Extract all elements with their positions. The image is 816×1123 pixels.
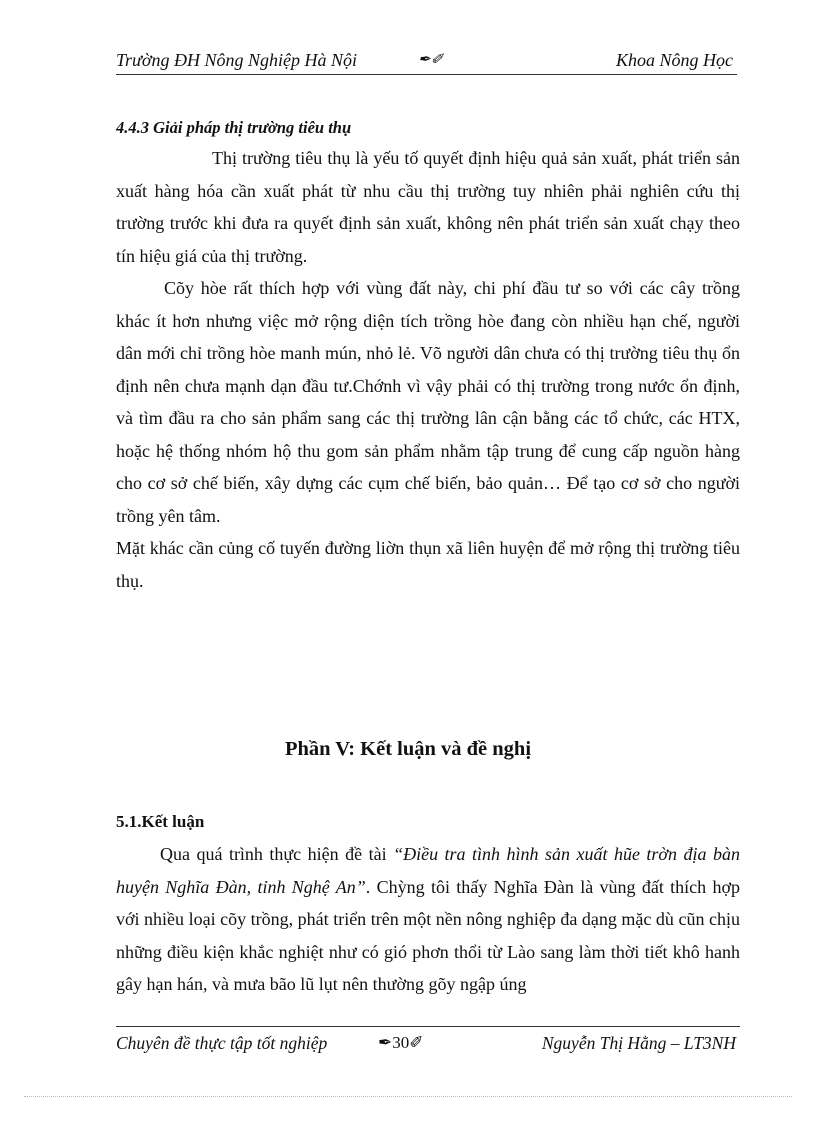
- paragraph-hoe-tree: Cõy hòe rất thích hợp với vùng đất này, chi phí đầu tư so với các cây trồng khác ít hơn nhưng việc mở rộng diện tích trồng hòe đang còn nhiều hạn chế, người dân mới chỉ trồng hòe manh mún, nhỏ lẻ. Võ người dân chưa có thị trường tiêu thụ ổn định nên chưa mạnh dạn đầu tư.Chớnh vì vậy phải có thị trường trong nước ổn định, và tìm đầu ra cho sản phẩm sang các thị trường lân cận bằng các tổ chức, các HTX, hoặc hệ thống nhóm hộ thu gom sản phẩm nhằm tập trung để cung cấp nguồn hàng cho cơ sở chế biến, xây dựng các cụm chế biến, bảo quản… Để tạo cơ sở cho người trồng yên tâm.: [116, 278, 740, 526]
- paragraph-conclusion: [116, 838, 740, 1001]
- page-number: ✒30✐: [378, 1033, 424, 1052]
- page-header: [116, 48, 737, 75]
- paragraph-market: Thị trường tiêu thụ là yếu tố quyết định hiệu quả sản xuất, phát triển sản xuất hàng hóa cần xuất phát từ nhu cầu thị trường tuy nhiên phải nghiên cứu thị trường trước khi đưa ra quyết định sản xuất, không nên phát triển sản xuất chạy theo tín hiệu giá của thị trường.: [116, 148, 740, 266]
- paragraph-roads: Mặt khác cần củng cố tuyến đường liờn thụn xã liên huyện để mở rộng thị trường tiêu thụ.: [116, 538, 740, 591]
- conclusion-rest: . Chỳng tôi thấy Nghĩa Đàn là vùng đất thích hợp với nhiều loại cõy trồng, phát triển trên một nền nông nghiệp đa dạng mặc dù cũn chịu những điều kiện khắc nghiệt như có gió phơn thổi từ Lào sang làm thời tiết khô hanh gây hạn hán, và mưa bão lũ lụt nên thường gõy ngập úng: [116, 876, 741, 994]
- section-heading-5-1: 5.1.Kết luận: [116, 812, 205, 831]
- header-faculty: Khoa Nông Học: [616, 50, 733, 70]
- section-heading-4-4-3: 4.4.3 Giải pháp thị trường tiêu thụ: [116, 118, 352, 137]
- header-university: Trường ĐH Nông Nghiệp Hà Nội: [116, 50, 357, 70]
- footer-author: Nguyễn Thị Hằng – LT3NH: [541, 1033, 736, 1053]
- page-boundary-line: [24, 1096, 792, 1097]
- part-title: Phần V: Kết luận và đề nghị: [284, 738, 532, 760]
- footer-document-type: Chuyên đề thực tập tốt nghiệp: [116, 1033, 328, 1053]
- conclusion-topic-title: “Điều tra tình hình sản xuất hũe trờn địa bàn huyện Nghĩa Đàn, tỉnh Nghệ An”: [116, 844, 740, 897]
- page-footer: [116, 1026, 740, 1057]
- header-ornament: ✒✐: [418, 52, 444, 68]
- conclusion-intro: Qua quá trình thực hiện đề tài: [160, 844, 394, 864]
